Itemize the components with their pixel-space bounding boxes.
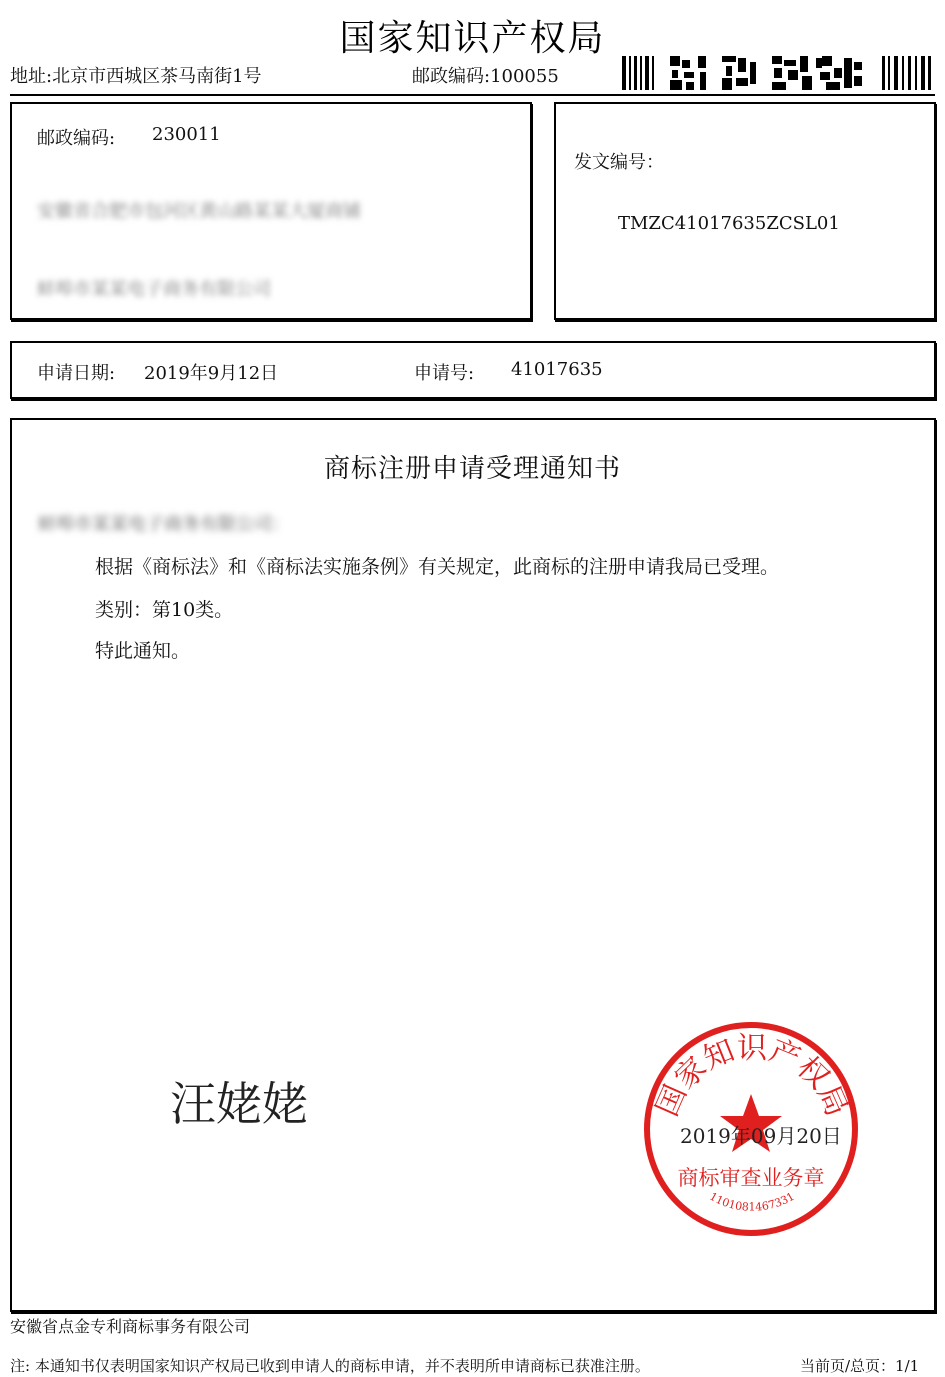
issuer-postal-code: 邮政编码:100055 (412, 66, 559, 87)
application-date-value: 2019年9月12日 (144, 363, 279, 384)
document-number-box (554, 102, 936, 320)
document-number-value: TMZC41017635ZCSL01 (618, 213, 840, 234)
issue-date: 2019年09月20日 (680, 1124, 842, 1148)
notice-line-class: 类别：第10类。 (95, 599, 234, 621)
barcode-image (622, 56, 932, 90)
svg-text:国家知识产权局: 国家知识产权局 (649, 1030, 855, 1122)
application-number-label: 申请号: (414, 363, 475, 384)
issuer-title: 国家知识产权局 (339, 18, 606, 59)
signature: 汪姥姥 (170, 1077, 308, 1131)
recipient-address-redacted: 安徽省合肥市包河区黄山路某某大厦商铺 (37, 201, 361, 222)
document-number-label: 发文编号： (574, 152, 664, 173)
application-date-label: 申请日期: (37, 363, 116, 384)
notice-addressee-redacted: 蚌埠市某某电子商务有限公司： (38, 514, 290, 535)
header-divider (10, 94, 935, 96)
issuer-address: 地址:北京市西城区茶马南街1号 (10, 66, 262, 87)
notice-line-closing: 特此通知。 (95, 640, 191, 662)
svg-text:1101081467331: 1101081467331 (707, 1189, 797, 1214)
notice-line-legal-basis: 根据《商标法》和《商标法实施条例》有关规定，此商标的注册申请我局已受理。 (95, 556, 780, 578)
page-indicator: 当前页/总页：1/1 (800, 1357, 920, 1375)
application-number-value: 41017635 (511, 359, 603, 380)
notice-title: 商标注册申请受理通知书 (323, 454, 621, 484)
recipient-postal-label: 邮政编码: (37, 128, 116, 149)
agency-name: 安徽省点金专利商标事务有限公司 (10, 1317, 251, 1336)
recipient-postal-value: 230011 (152, 124, 221, 145)
footer-note: 注: 本通知书仅表明国家知识产权局已收到申请人的商标申请，并不表明所申请商标已获准注册。 (10, 1357, 650, 1375)
recipient-company-redacted: 蚌埠市某某电子商务有限公司 (37, 279, 271, 300)
svg-text:商标审查业务章: 商标审查业务章 (677, 1166, 825, 1190)
